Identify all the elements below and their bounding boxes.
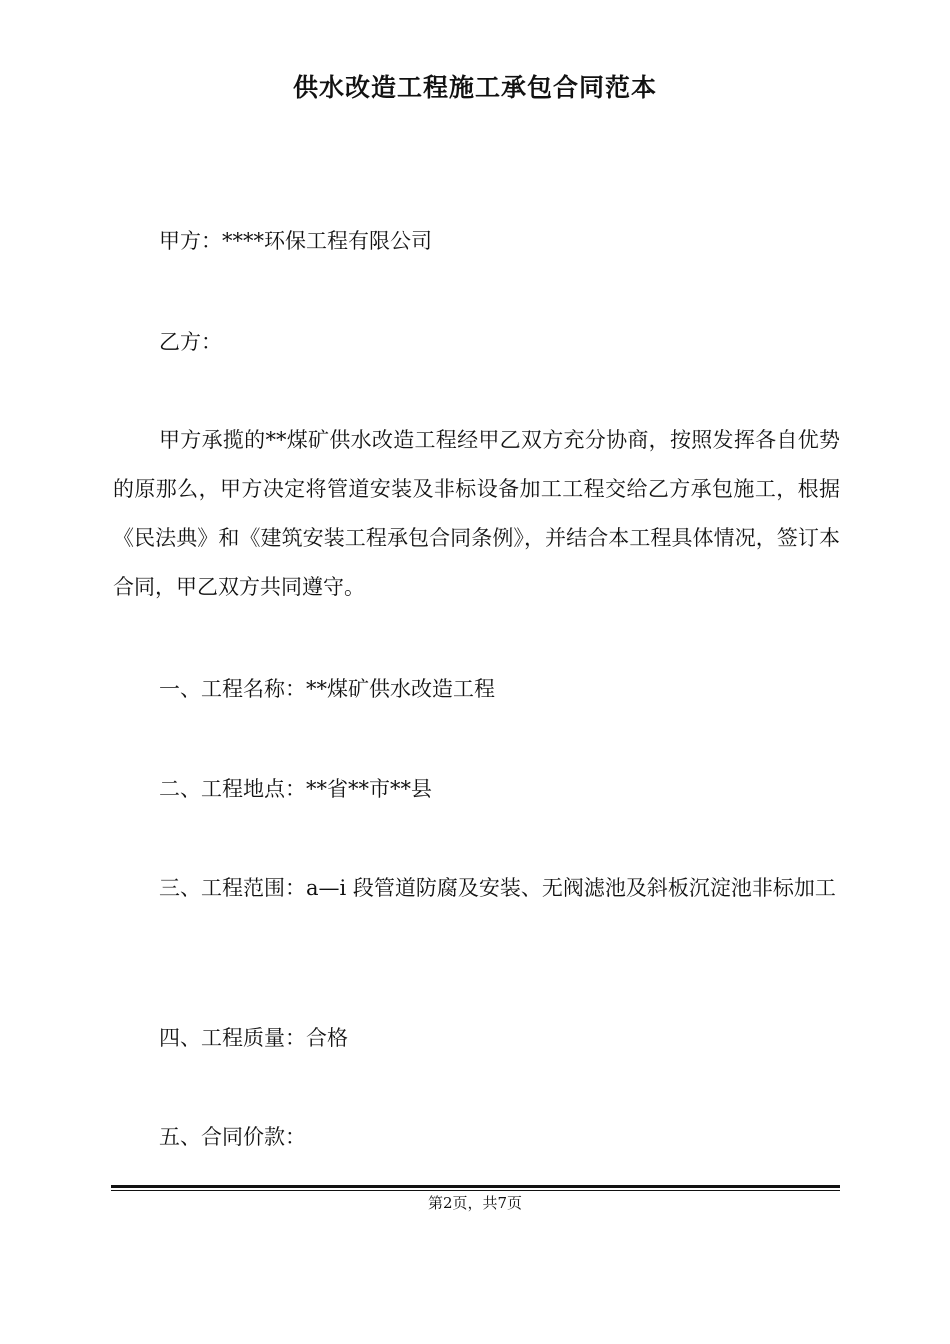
page-number: 第2页，共7页 xyxy=(427,1194,523,1212)
intro-paragraph: 甲方承揽的**煤矿供水改造工程经甲乙双方充分协商，按照发挥各自优势的原那么，甲方决定将管道安装及非标设备加工工程交给乙方承包施工，根据《民法典》和《建筑安装工程承包合同条例》，并结合本工程具体情况，签订本合同，甲乙双方共同遵守。 xyxy=(113,428,840,599)
clause-project-location: 二、工程地点：**省**市**县 xyxy=(159,777,432,801)
party-a-line: 甲方：****环保工程有限公司 xyxy=(159,229,432,253)
footer-rule-thick xyxy=(111,1185,840,1188)
clause-project-scope: 三、工程范围：a—i 段管道防腐及安装、无阀滤池及斜板沉淀池非标加工 xyxy=(159,876,836,900)
clause-project-quality: 四、工程质量：合格 xyxy=(159,1026,348,1050)
clause-project-name: 一、工程名称：**煤矿供水改造工程 xyxy=(159,677,495,701)
party-b-line: 乙方： xyxy=(159,330,222,354)
footer-rule-thin xyxy=(111,1190,840,1191)
document-title: 供水改造工程施工承包合同范本 xyxy=(292,73,657,102)
clause-contract-price: 五、合同价款： xyxy=(159,1125,306,1149)
